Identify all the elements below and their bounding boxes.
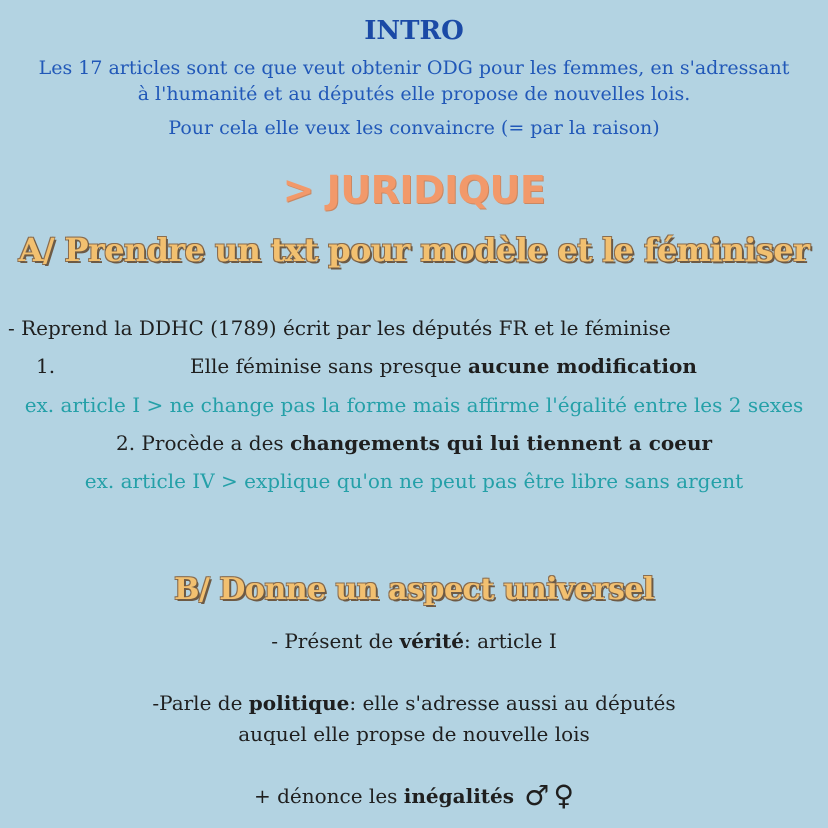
denonce-bold: inégalités [403,784,515,808]
point-1-number: 1. [36,354,56,378]
intro-line-3: Pour cela elle veux les convaincre (= par la raison) [168,117,660,139]
parle-prefix: -Parle de [152,691,249,715]
intro-line-1: Les 17 articles sont ce que veut obtenir ODG pour les femmes, en s'adressant [38,57,790,79]
parle-bold: politique [248,691,350,715]
part-a-line-1: - Reprend la DDHC (1789) écrit par les députés FR et le féminise [8,316,671,340]
denonce-line [0,779,828,812]
part-b-heading: B/ Donne un aspect universel [174,572,654,607]
female-symbol-icon: ♀ [553,779,575,812]
intro-title: INTRO [364,16,464,46]
part-a-heading: A/ Prendre un txt pour modèle et le féminiser [18,231,810,269]
intro-line-2: à l'humanité et au députés elle propose de nouvelles lois. [137,83,691,105]
example-1: ex. article I > ne change pas la forme mais affirme l'égalité entre les 2 sexes [24,393,804,417]
point-1-text [190,354,697,378]
section-title: > JURIDIQUE [282,168,546,212]
male-symbol-icon: ♂ [524,779,550,812]
present-prefix: - Présent de [271,629,400,653]
point-1-bold: aucune modification [467,354,697,378]
present-bold: vérité [399,629,465,653]
present-suffix: : article I [464,629,557,653]
present-line [0,629,828,653]
parle-suffix: : elle s'adresse aussi au députés [349,691,676,715]
point-2-plain: 2. Procède a des [115,431,291,455]
parle-line-2: auquel elle propse de nouvelle lois [238,722,590,746]
point-2-bold: changements qui lui tiennent a coeur [290,431,713,455]
point-2 [0,431,828,455]
denonce-prefix: + dénonce les [253,784,404,808]
parle-line-1 [0,691,828,715]
example-2: ex. article IV > explique qu'on ne peut pas être libre sans argent [84,469,744,493]
point-1-plain: Elle féminise sans presque [190,354,468,378]
